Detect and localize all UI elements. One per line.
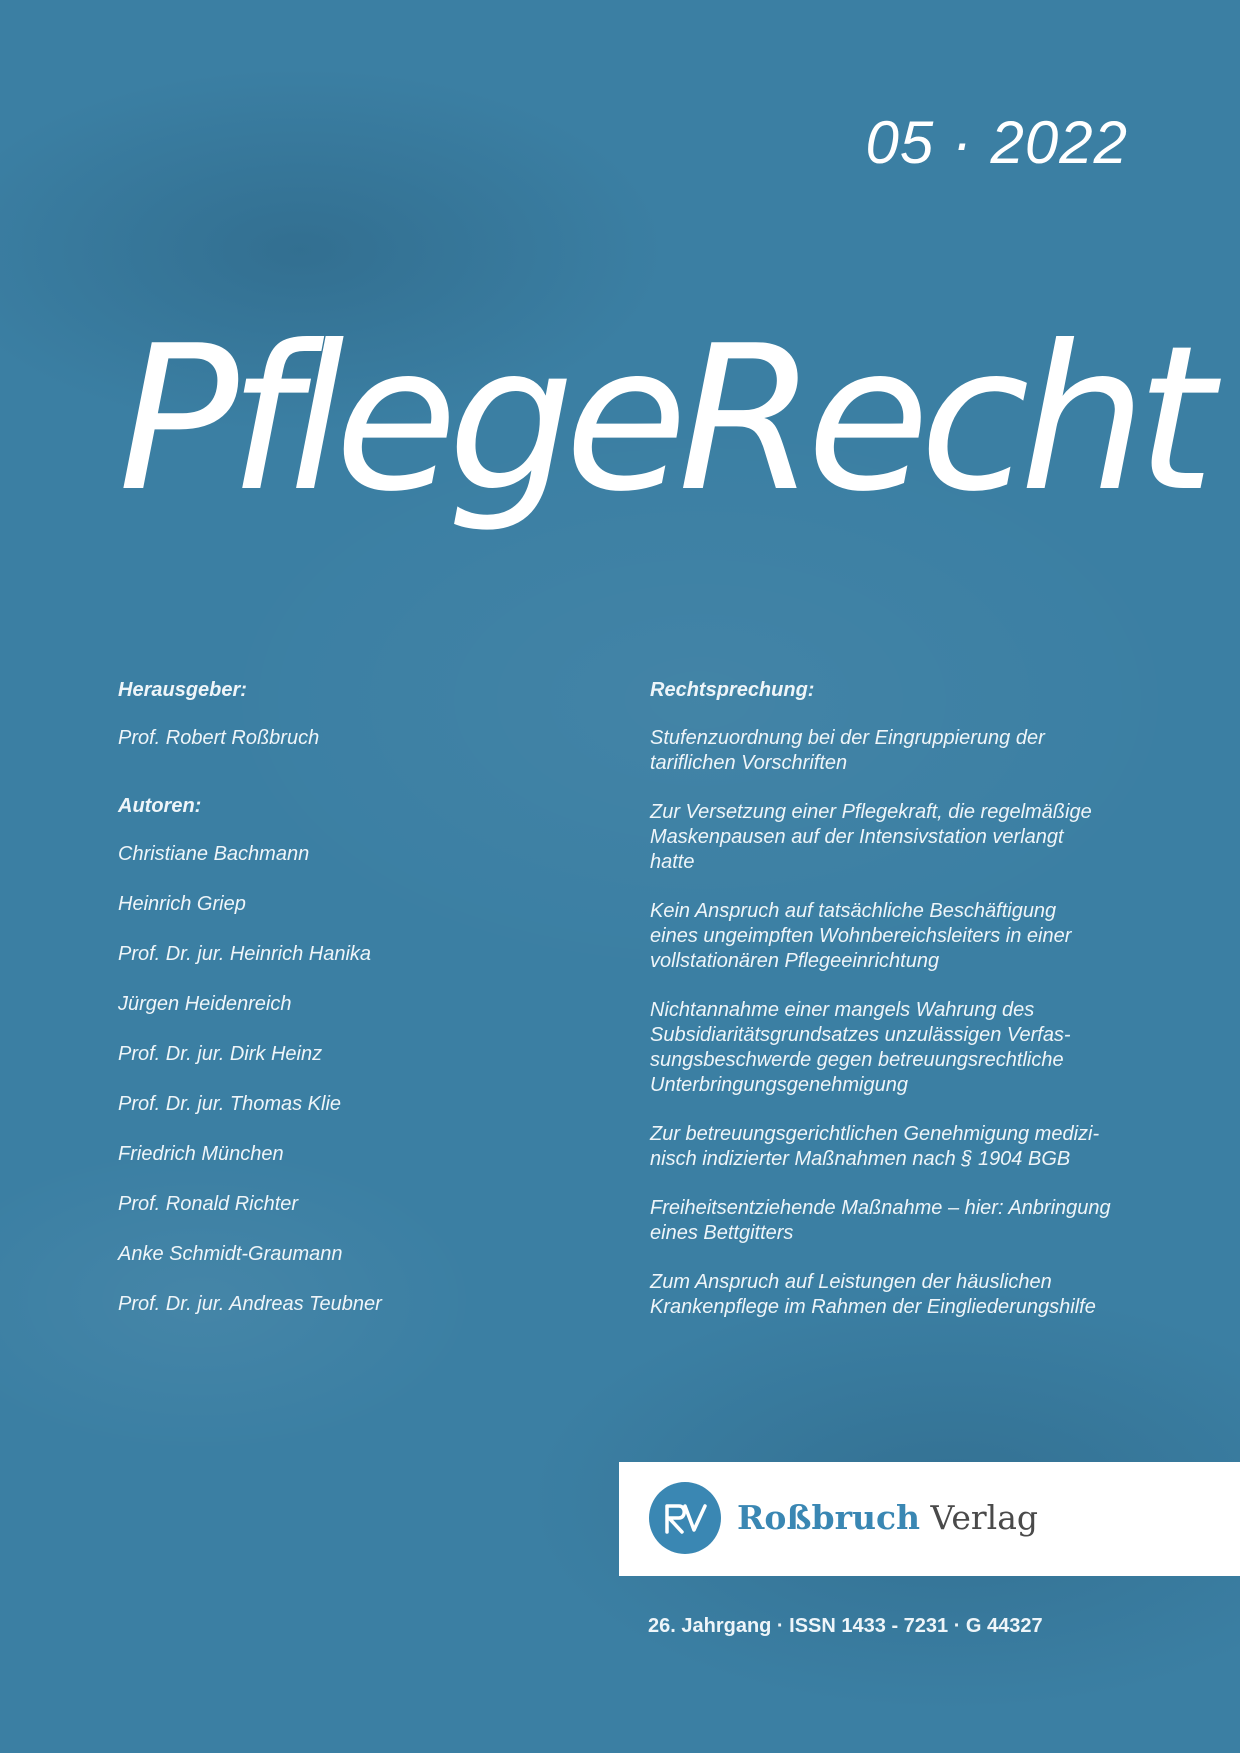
journal-title: PflegeRecht: [118, 303, 1205, 536]
author-name: Friedrich München: [118, 1143, 284, 1165]
authors-list: [118, 842, 548, 1317]
ruling-item: [650, 998, 1130, 1098]
publisher-name-bold: Roßbruch: [737, 1498, 921, 1537]
ruling-line: nisch indizierter Maßnahmen nach § 1904 BGB: [650, 1148, 1071, 1170]
ruling-line: vollstationären Pflegeeinrichtung: [650, 950, 940, 972]
ruling-item: [650, 1122, 1130, 1172]
author-name: Jürgen Heidenreich: [118, 993, 292, 1015]
contributors-column: [118, 678, 548, 1317]
ruling-line: Nichtannahme einer mangels Wahrung des: [650, 999, 1035, 1021]
ruling-line: Subsidiaritätsgrundsatzes unzulässigen Verfas-: [650, 1024, 1071, 1046]
author-name: Christiane Bachmann: [118, 843, 310, 865]
publisher-name-light: Verlag: [920, 1498, 1038, 1537]
ruling-line: hatte: [650, 851, 695, 873]
ruling-item: [650, 899, 1130, 974]
authors-heading: Autoren:: [118, 795, 202, 817]
author-name: Prof. Dr. jur. Thomas Klie: [118, 1093, 342, 1115]
ruling-line: Zur Versetzung einer Pflegekraft, die regelmäßige: [650, 801, 1092, 823]
author-name: Anke Schmidt-Graumann: [118, 1243, 343, 1265]
rulings-heading: Rechtsprechung:: [650, 679, 815, 701]
rulings-column: [650, 678, 1130, 1344]
editor-heading: Herausgeber:: [118, 679, 247, 701]
publisher-logo-box: [619, 1462, 1240, 1576]
rv-logo-icon: [649, 1482, 721, 1554]
ruling-item: [650, 1270, 1130, 1320]
ruling-item: [650, 726, 1130, 776]
ruling-line: tariflichen Vorschriften: [650, 752, 848, 774]
ruling-line: Krankenpflege im Rahmen der Eingliederungshilfe: [650, 1296, 1096, 1318]
author-name: Heinrich Griep: [118, 893, 246, 915]
editor-name: Prof. Robert Roßbruch: [118, 727, 320, 749]
ruling-line: sungsbeschwerde gegen betreuungsrechtliche: [650, 1049, 1064, 1071]
ruling-line: Kein Anspruch auf tatsächliche Beschäftigung: [650, 900, 1057, 922]
ruling-line: eines Bettgitters: [650, 1222, 794, 1244]
ruling-line: Zum Anspruch auf Leistungen der häuslichen: [650, 1271, 1052, 1293]
ruling-item: [650, 1196, 1130, 1246]
ruling-line: Zur betreuungsgerichtlichen Genehmigung medizi-: [650, 1123, 1100, 1145]
ruling-line: Freiheitsentziehende Maßnahme – hier: Anbringung: [650, 1197, 1111, 1219]
volume-issn-line: 26. Jahrgang · ISSN 1433 - 7231 · G 44327: [648, 1615, 1043, 1637]
ruling-line: Maskenpausen auf der Intensivstation verlangt: [650, 826, 1064, 848]
ruling-line: eines ungeimpften Wohnbereichsleiters in einer: [650, 925, 1072, 947]
ruling-item: [650, 800, 1130, 875]
author-name: Prof. Ronald Richter: [118, 1193, 299, 1215]
ruling-line: Unterbringungsgenehmigung: [650, 1074, 908, 1096]
publisher-name: [737, 1498, 1038, 1538]
author-name: Prof. Dr. jur. Andreas Teubner: [118, 1293, 382, 1315]
author-name: Prof. Dr. jur. Heinrich Hanika: [118, 943, 372, 965]
issue-number: 05 · 2022: [865, 109, 1128, 176]
author-name: Prof. Dr. jur. Dirk Heinz: [118, 1043, 323, 1065]
ruling-line: Stufenzuordnung bei der Eingruppierung der: [650, 727, 1045, 749]
